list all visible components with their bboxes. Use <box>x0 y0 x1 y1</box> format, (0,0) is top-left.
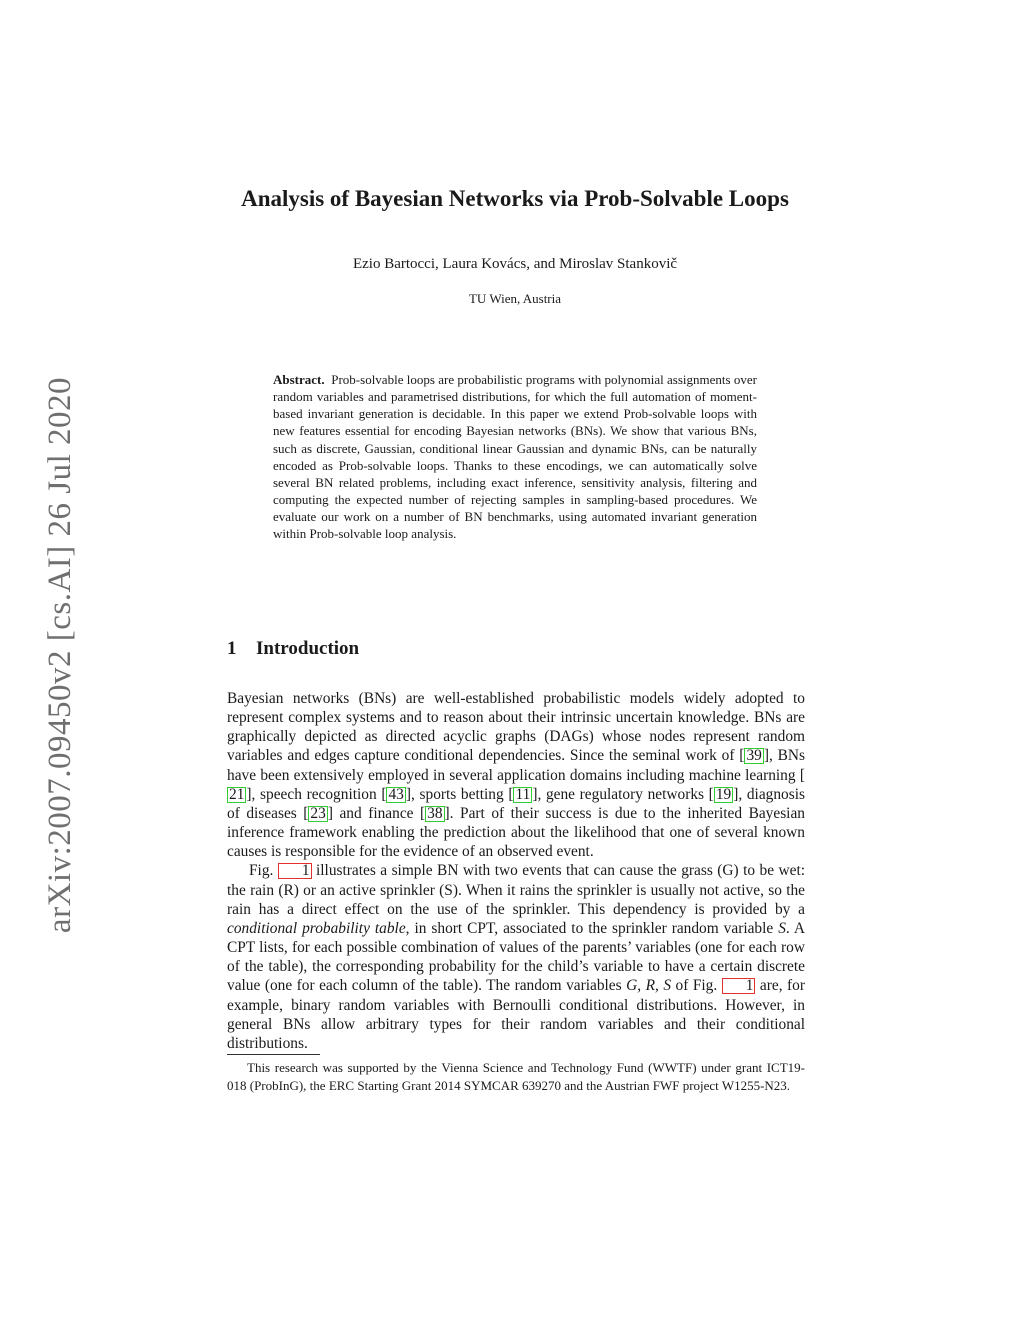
citation-link[interactable]: 38 <box>427 804 443 822</box>
abstract <box>273 371 757 543</box>
text-run: are, for example, binary random variables with Bernoulli conditional distributions. However, in general BNs allow arbitrary types for their random variables and their conditional distributions. <box>227 977 805 1052</box>
section-heading <box>227 638 359 660</box>
text-run: Bayesian networks (BNs) are well-established probabilistic models widely adopted to represent complex systems and to reason about their intrinsic uncertain knowledge. BNs are graphically depicted as directed acyclic graphs (DAGs) whose nodes represent random variables and edges capture conditional dependencies. Since the seminal work of <box>227 690 805 765</box>
paper-title: Analysis of Bayesian Networks via Prob-Solvable Loops <box>241 186 789 211</box>
citation-link[interactable]: 43 <box>388 785 404 803</box>
arxiv-identifier: arXiv:2007.09450v2 [cs.AI] 26 Jul 2020 <box>42 376 78 934</box>
citation-link[interactable]: 39 <box>746 747 762 765</box>
footnote-rule <box>227 1054 320 1055</box>
citation-link[interactable]: 11 <box>515 785 531 803</box>
paragraph-1: Bayesian networks (BNs) are well-established probabilistic models widely adopted to represent complex systems and to reason about their intrinsic uncertain knowledge. BNs are graphically depicted as directed acyclic graphs (DAGs) whose nodes represent random variables and edges capture conditional dependencies. Since the seminal work of [ 39 ], BNs have been extensively employed in several application domains including machine learning [21 ], speech recognition [ 43 ], sports betting [ 11 ], gene regulatory networks [ 19 ], diagnosis of diseases [ 23 ] and finance [ 38 ]. Part of their success is due to the inherited Bayesian inference framework enabling the prediction about the likelihood that one of several known causes is responsible for the evidence of an observed event. <box>227 690 805 861</box>
text-run: , sports betting <box>411 785 509 803</box>
affiliation: TU Wien, Austria <box>468 291 562 306</box>
text-run: Fig. <box>249 862 278 880</box>
body-text <box>227 689 805 1053</box>
text-run: and finance <box>332 804 420 822</box>
abstract-label: Abstract. <box>273 372 325 387</box>
citation-link[interactable]: 21 <box>229 785 245 803</box>
text-run: , speech recognition <box>251 785 382 803</box>
text-run: , in short CPT, associated to the sprinkler random variable <box>405 919 779 937</box>
citation-link[interactable]: 19 <box>715 785 732 803</box>
text-run: . Part of their success is due to the inherited Bayesian inference framework enabling the prediction about the likelihood that one of several known causes is responsible for the evidence of an observed event. <box>227 804 805 861</box>
paragraph-2 <box>227 861 805 1053</box>
section-number: 1 <box>227 638 237 659</box>
citation-link[interactable]: 23 <box>310 804 326 822</box>
text-run: of Fig. <box>671 977 722 995</box>
text-run: . A CPT lists, for each possible combination of values of the parents’ variables (one for each row of the table), the corresponding probability for the child’s variable to have a certain discrete value (one for each column of the table). The random variables <box>227 919 806 995</box>
emphasis-term: conditional probability table <box>227 919 406 937</box>
footnote-text: This research was supported by the Vienna Science and Technology Fund (WWTF) under grant ICT19-018 (ProbInG), the ERC Starting Grant 2014 SYMCAR 639270 and the Austrian FWF project W1255-N23. <box>227 1060 805 1093</box>
math-variable: S <box>778 919 786 937</box>
text-run: illustrates a simple BN with two events that can cause the grass (G) to be wet: the rain (R) or an active sprinkler (S). When it rains the sprinkler is usually not active, so the rain has a direct effect on the use of the sprinkler. This dependency is provided by a <box>227 862 806 918</box>
math-variable: G, R, S <box>626 977 672 995</box>
figure-link[interactable]: 1 <box>722 978 756 994</box>
author-list: Ezio Bartocci, Laura Kovács, and Miroslav Stankovič <box>352 256 678 272</box>
section-title: Introduction <box>256 638 360 659</box>
text-run: , BNs have been extensively employed in several application domains including machine learning <box>227 747 805 784</box>
text-run: , gene regulatory networks <box>537 785 709 803</box>
footnote <box>227 1059 805 1094</box>
text-run: , diagnosis of diseases <box>227 785 805 822</box>
figure-link[interactable]: 1 <box>278 863 312 879</box>
abstract-text: Prob-solvable loops are probabilistic programs with polynomial assignments over random variables and parametrised distributions, for which the full automation of moment-based invariant generation is decidable. In this paper we extend Prob-solvable loops with new features essential for encoding Bayesian networks (BNs). We show that various BNs, such as discrete, Gaussian, conditional linear Gaussian and dynamic BNs, can be naturally encoded as Prob-solvable loops. Thanks to these encodings, we can automatically solve several BN related problems, including exact inference, sensitivity analysis, filtering and computing the expected number of rejecting samples in sampling-based procedures. We evaluate our work on a number of BN benchmarks, using automated invariant generation within Prob-solvable loop analysis. <box>273 372 757 542</box>
